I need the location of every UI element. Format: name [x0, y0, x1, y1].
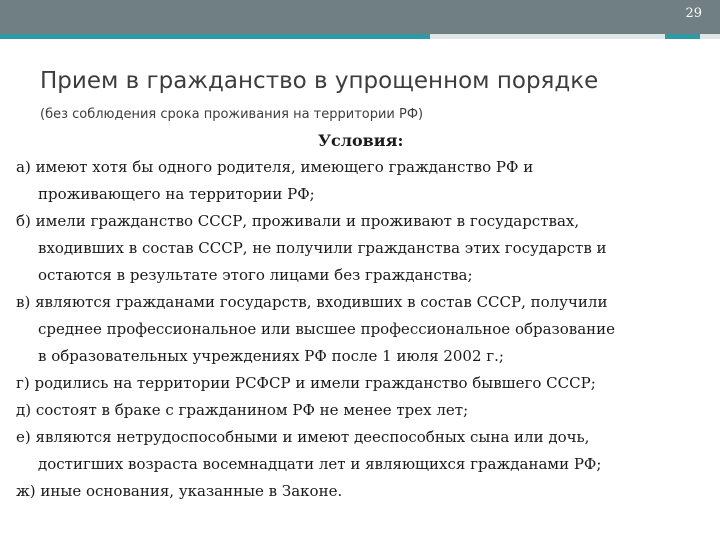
conditions-heading: Условия: — [318, 131, 404, 150]
condition-item-v: в) являются гражданами государств, входивших в состав СССР, получили среднее профессиональное или высшее профессиональное образование в образовательных учреждениях РФ после 1 июля 2002 г.; — [16, 293, 616, 365]
condition-item-zh: ж) иные основания, указанные в Законе. — [16, 482, 343, 500]
condition-item-d: д) состоят в браке с гражданином РФ не менее трех лет; — [16, 401, 469, 419]
condition-item-e: е) являются нетрудоспособными и имеют дееспособных сына или дочь, достигших возраста восемнадцати лет и являющихся гражданами РФ; — [16, 428, 602, 473]
slide-number: 29 — [685, 6, 702, 21]
condition-item-a: а) имеют хотя бы одного родителя, имеющего гражданство РФ и проживающего на территории РФ; — [16, 158, 534, 203]
slide-title: Прием в гражданство в упрощенном порядке — [40, 68, 599, 94]
condition-item-g: г) родились на территории РСФСР и имели гражданство бывшего СССР; — [16, 374, 596, 392]
conditions-list — [16, 154, 716, 505]
header-bar — [0, 0, 720, 34]
slide-subtitle: (без соблюдения срока проживания на территории РФ) — [40, 107, 424, 122]
header-accent-notch — [430, 34, 665, 39]
condition-item-b: б) имели гражданство СССР, проживали и проживают в государствах, входивших в состав СССР, не получили гражданства этих государств и остаются в результате этого лицами без гражданства; — [16, 212, 607, 284]
header-accent-notch-right — [700, 34, 720, 39]
